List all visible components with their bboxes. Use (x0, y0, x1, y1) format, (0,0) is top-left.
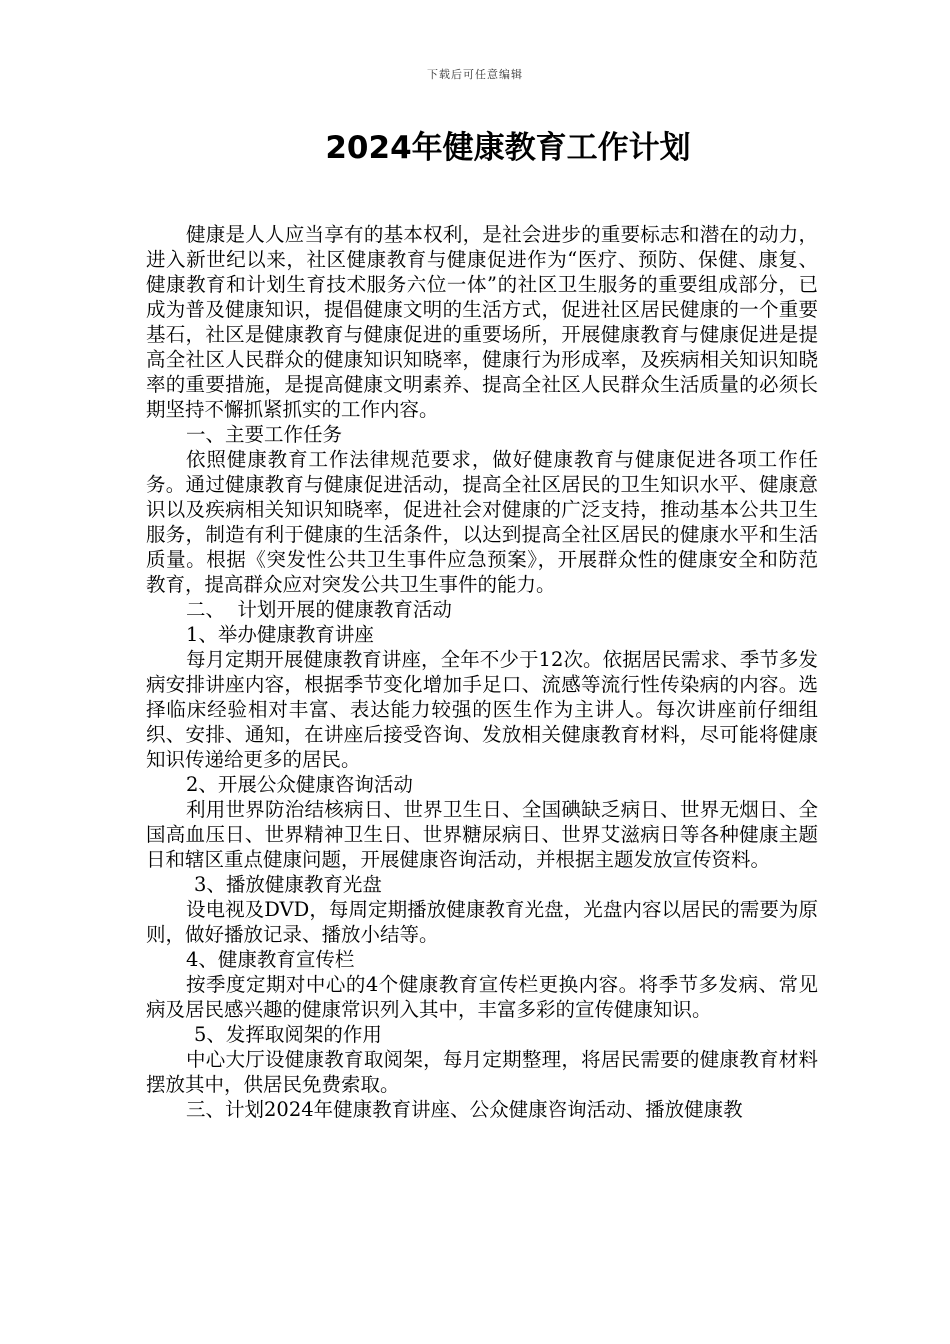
section-heading-3: 三、计划2024年健康教育讲座、公众健康咨询活动、播放健康教 (186, 1098, 743, 1121)
header-note: 下载后可任意编辑 (427, 68, 523, 81)
paragraph-consultation: 利用世界防治结核病日、世界卫生日、全国碘缺乏病日、世界无烟日、全国高血压日、世界精神卫生日、世界糖尿病日、世界艾滋病日等各种健康主题日和辖区重点健康问题，开展健康咨询活动，并根据主题发放宣传资料。 (146, 798, 818, 871)
subsection-heading-1: 1、举办健康教育讲座 (186, 623, 374, 646)
document-body (146, 222, 818, 1122)
paragraph-dvd: 设电视及DVD，每周定期播放健康教育光盘，光盘内容以居民的需要为原则，做好播放记录、播放小结等。 (146, 898, 818, 946)
paragraph-intro: 健康是人人应当享有的基本权利，是社会进步的重要标志和潜在的动力，进入新世纪以来，社区健康教育与健康促进作为“医疗、预防、保健、康复、健康教育和计划生育技术服务六位一体”的社区卫生服务的重要组成部分，已成为普及健康知识，提倡健康文明的生活方式，促进社区居民健康的一个重要基石，社区是健康教育与健康促进的重要场所，开展健康教育与健康促进是提高全社区人民群众的健康知识知晓率，健康行为形成率，及疾病相关知识知晓率的重要措施，是提高健康文明素养、提高全社区人民群众生活质量的必须长期坚持不懈抓紧抓实的工作内容。 (146, 223, 818, 421)
section-heading-2: 二、 计划开展的健康教育活动 (186, 598, 452, 621)
paragraph-lectures: 每月定期开展健康教育讲座，全年不少于12次。依据居民需求、季节多发病安排讲座内容，根据季节变化增加手足口、流感等流行性传染病的内容。选择临床经验相对丰富、表达能力较强的医生作为主讲人。每次讲座前仔细组织、安排、通知，在讲座后接受咨询、发放相关健康教育材料，尽可能将健康知识传递给更多的居民。 (146, 648, 818, 771)
subsection-heading-5: 5、发挥取阅架的作用 (194, 1023, 382, 1046)
paragraph-tasks: 依照健康教育工作法律规范要求，做好健康教育与健康促进各项工作任务。通过健康教育与健康促进活动，提高全社区居民的卫生知识水平、健康意识以及疾病相关知识知晓率，促进社会对健康的广泛支持，推动基本公共卫生服务，制造有利于健康的生活条件，以达到提高全社区居民的健康水平和生活质量。根据《突发性公共卫生事件应急预案》，开展群众性的健康安全和防范教育，提高群众应对突发公共卫生事件的能力。 (146, 448, 818, 596)
paragraph-rack: 中心大厅设健康教育取阅架，每月定期整理，将居民需要的健康教育材料摆放其中，供居民免费索取。 (146, 1048, 818, 1096)
subsection-heading-3: 3、播放健康教育光盘 (194, 873, 382, 896)
document-title: 2024年健康教育工作计划 (325, 130, 691, 166)
section-heading-1: 一、主要工作任务 (186, 423, 343, 446)
subsection-heading-4: 4、健康教育宣传栏 (186, 948, 355, 971)
paragraph-bulletin: 按季度定期对中心的4个健康教育宣传栏更换内容。将季节多发病、常见病及居民感兴趣的健康常识列入其中，丰富多彩的宣传健康知识。 (146, 973, 818, 1021)
subsection-heading-2: 2、开展公众健康咨询活动 (186, 773, 413, 796)
